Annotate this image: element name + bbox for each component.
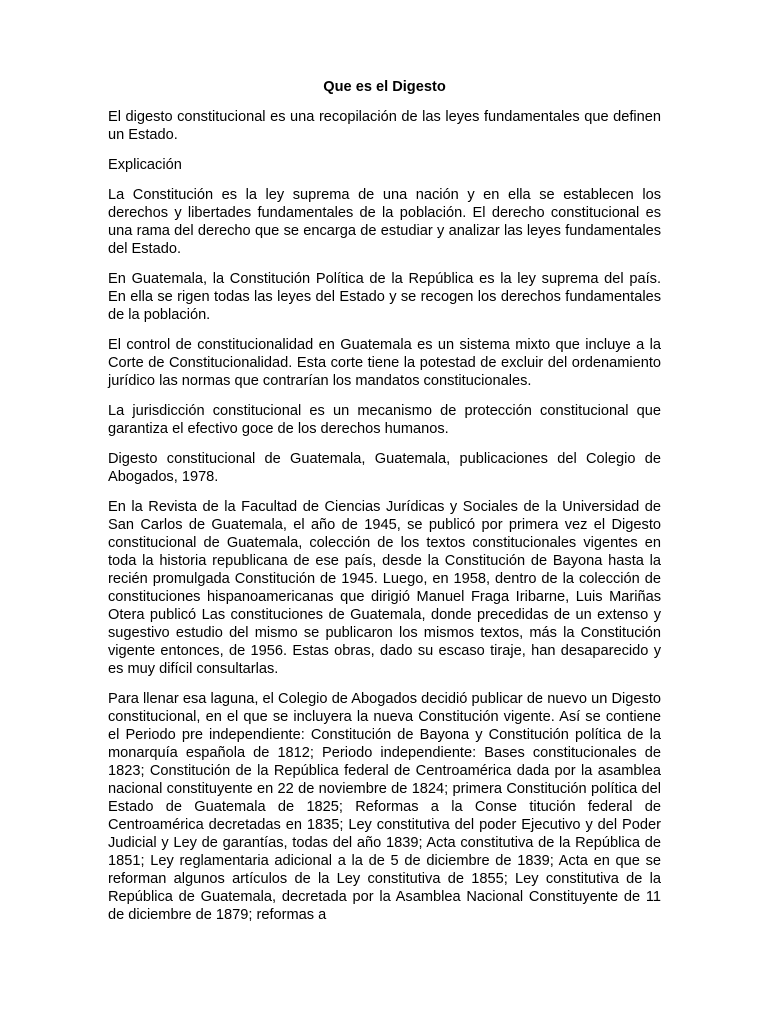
paragraph-laguna: Para llenar esa laguna, el Colegio de Abogados decidió publicar de nuevo un Digesto constitucional, en el que se incluyera la nueva Constitución vigente. Así se contiene el Periodo pre independiente: Constitución de Bayona y Constitución política de la monarquía española de 1812; Periodo independiente: Bases constitucionales de 1823; Constitución de la República federal de Centroamérica dada por la asamblea nacional constituyente en 22 de noviembre de 1824; primera Constitución política del Estado de Guatemala de 1825; Reformas a la Conse titución federal de Centroamérica decretadas en 1835; Ley constitutiva del poder Ejecutivo y del Poder Judicial y Ley de garantías, todas del año 1839; Acta constitutiva de la República de 1851; Ley reglamentaria adicional a la de 5 de diciembre de 1839; Acta en que se reforman algunos artículos de la Ley constitutiva de 1855; Ley constitutiva de la República de Guatemala, decretada por la Asamblea Nacional Constituyente de 11 de diciembre de 1879; reformas a xyxy=(108,691,661,923)
document-page xyxy=(108,78,661,936)
document-title: Que es el Digesto xyxy=(323,79,446,95)
paragraph-reference: Digesto constitucional de Guatemala, Guatemala, publicaciones del Colegio de Abogados, 1978. xyxy=(108,451,661,485)
paragraph-guatemala: En Guatemala, la Constitución Política de la República es la ley suprema del país. En ella se rigen todas las leyes del Estado y se recogen los derechos fundamentales de la población. xyxy=(108,271,661,323)
paragraph-revista: En la Revista de la Facultad de Ciencias Jurídicas y Sociales de la Universidad de San Carlos de Guatemala, el año de 1945, se publicó por primera vez el Digesto constitucional de Guatemala, colección de los textos constitucionales vigentes en toda la historia republicana de ese país, desde la Constitución de Bayona hasta la recién promulgada Constitución de 1945. Luego, en 1958, dentro de la colección de constituciones hispanoamericanas que dirigió Manuel Fraga Iribarne, Luis Mariñas Otera publicó Las constituciones de Guatemala, donde precedidas de un extenso y sugestivo estudio del mismo se publicaron los mismos textos, más la Constitución vigente entonces, de 1956. Estas obras, dado su escaso tiraje, han desaparecido y es muy difícil consultarlas. xyxy=(108,499,661,677)
paragraph-definition: El digesto constitucional es una recopilación de las leyes fundamentales que definen un Estado. xyxy=(108,109,661,143)
paragraph-constitucion: La Constitución es la ley suprema de una nación y en ella se establecen los derechos y libertades fundamentales de la población. El derecho constitucional es una rama del derecho que se encarga de estudiar y analizar las leyes fundamentales del Estado. xyxy=(108,187,661,257)
paragraph-control: El control de constitucionalidad en Guatemala es un sistema mixto que incluye a la Corte de Constitucionalidad. Esta corte tiene la potestad de excluir del ordenamiento jurídico las normas que contrarían los mandatos constitucionales. xyxy=(108,337,661,389)
section-heading-explicacion: Explicación xyxy=(108,157,182,173)
paragraph-jurisdiccion: La jurisdicción constitucional es un mecanismo de protección constitucional que garantiza el efectivo goce de los derechos humanos. xyxy=(108,403,661,437)
